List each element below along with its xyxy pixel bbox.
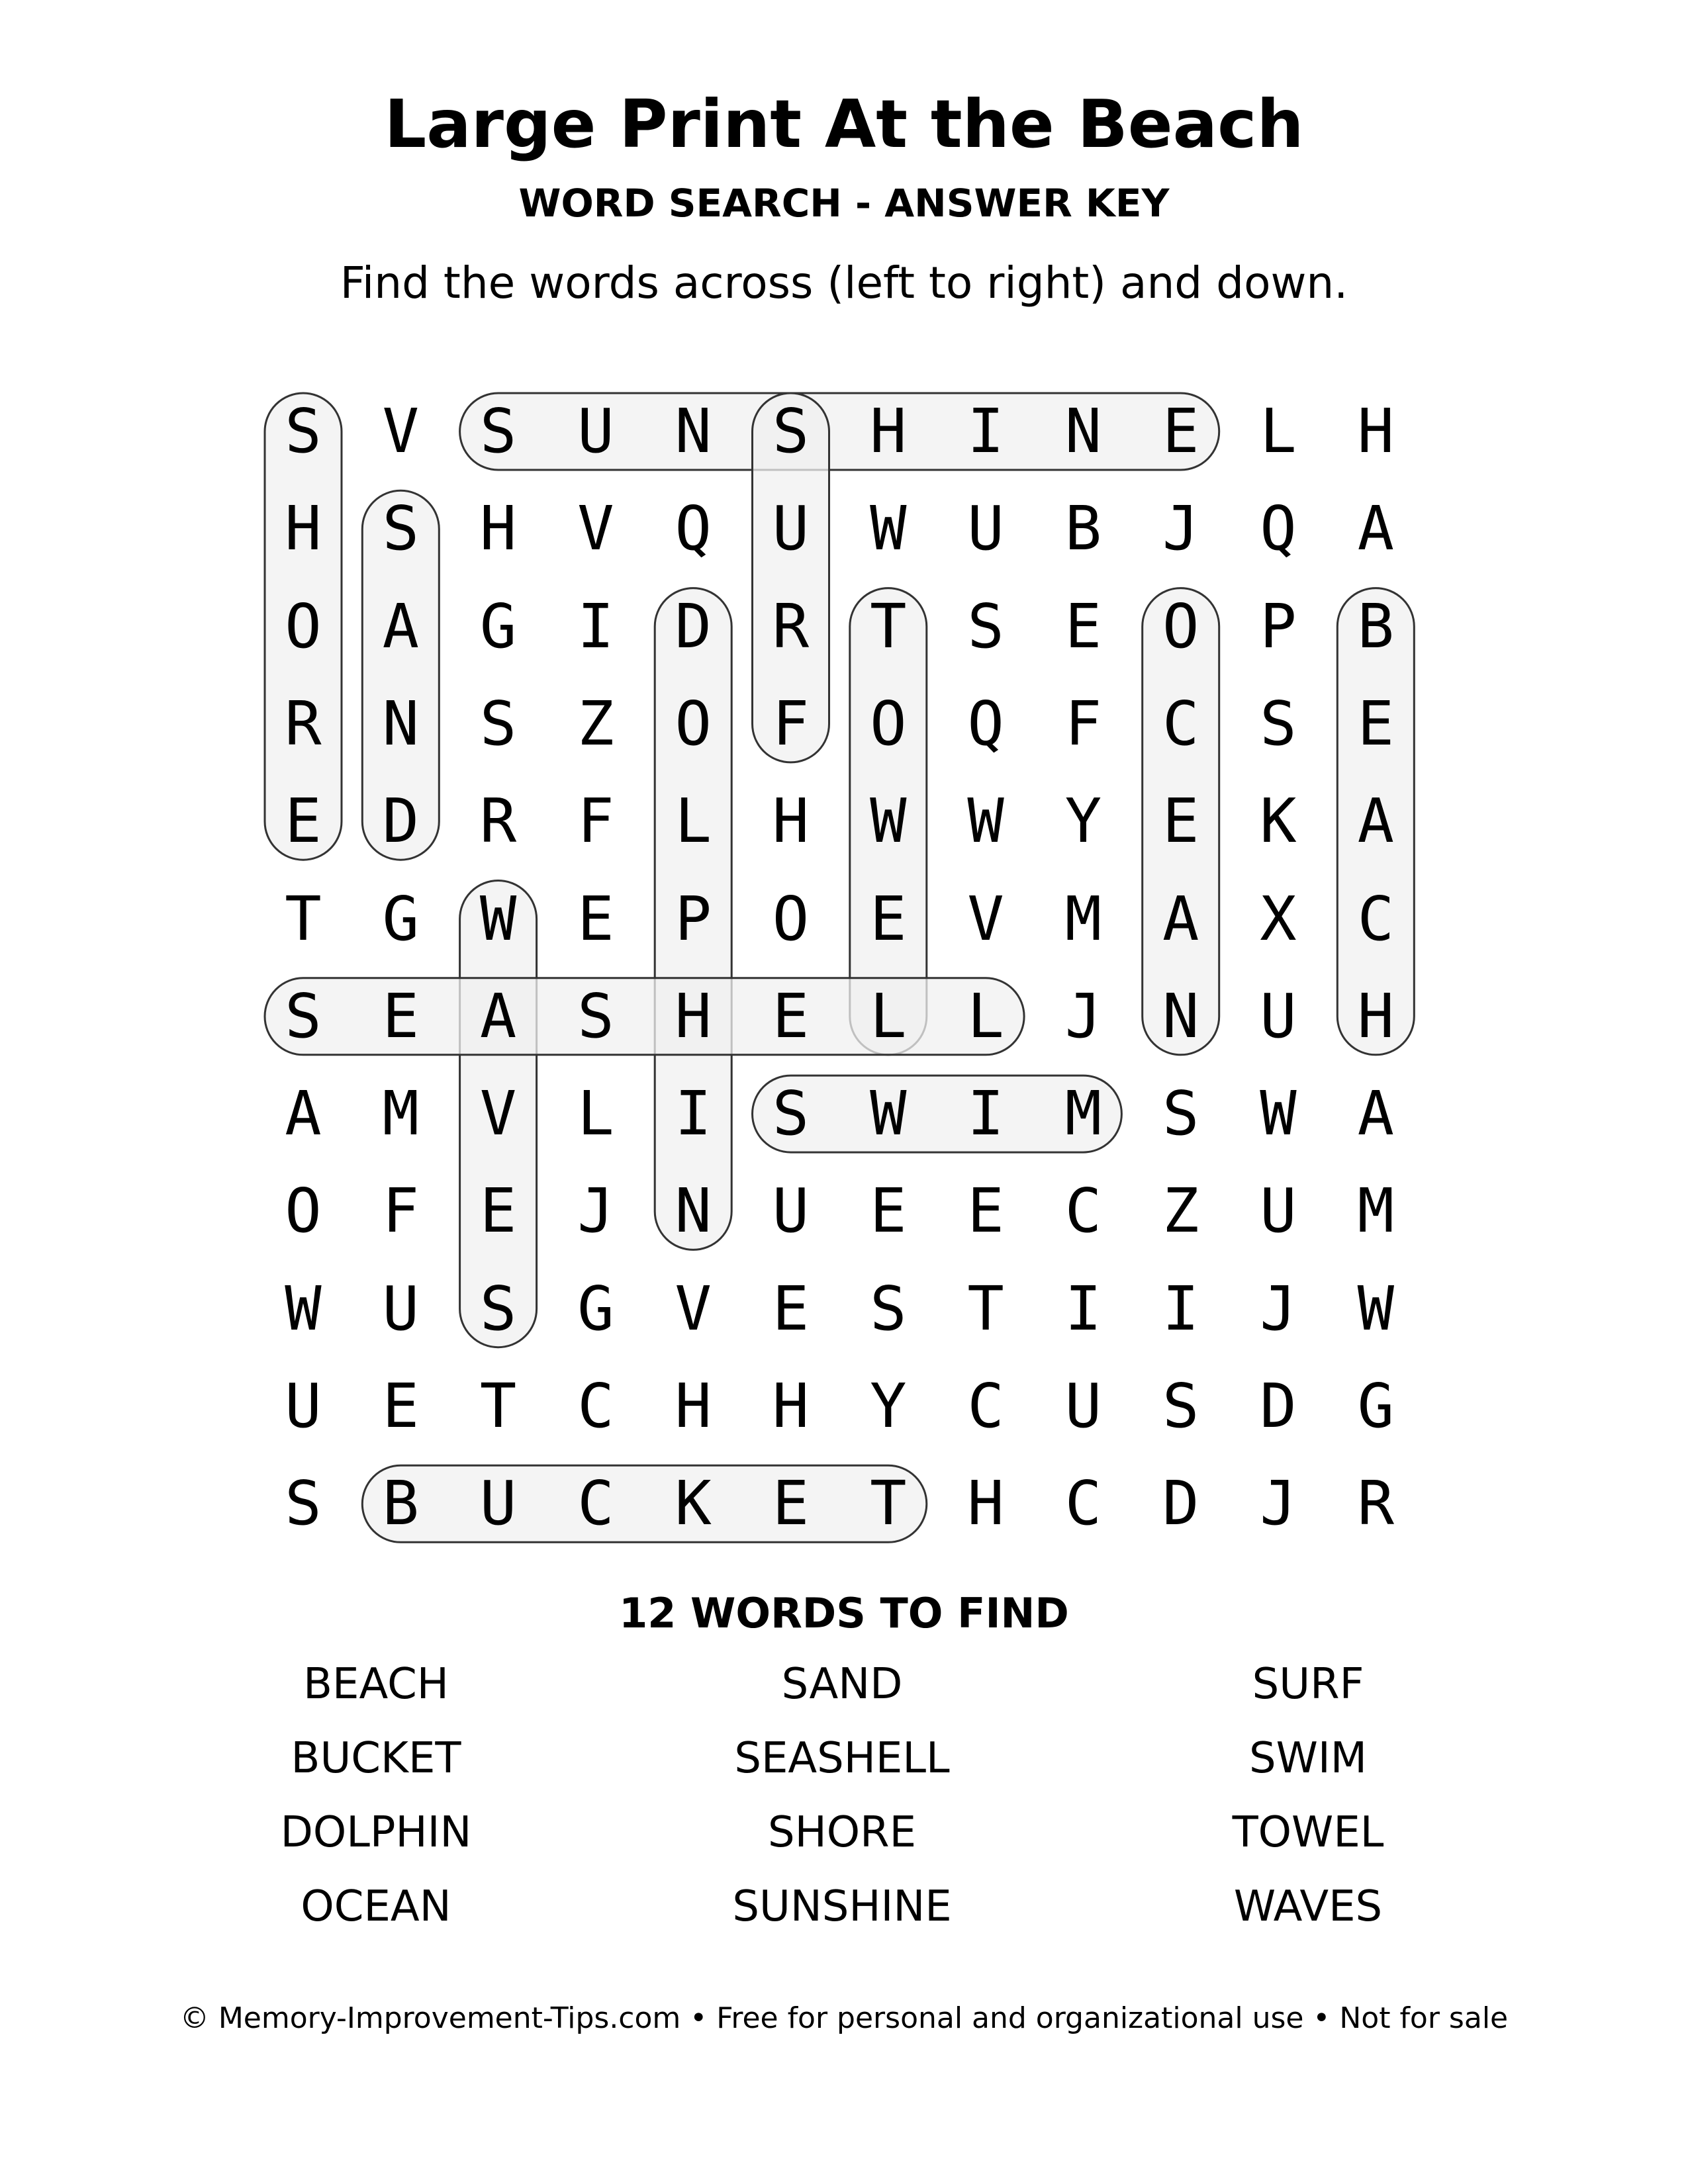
word-list-item: BEACH [303, 1660, 449, 1709]
word-list-item: SWIM [1249, 1734, 1367, 1783]
grid-letter: W [285, 1273, 322, 1344]
grid-letter: T [870, 1468, 907, 1539]
word-list-item: SUNSHINE [732, 1882, 952, 1931]
grid-letter: E [479, 1175, 517, 1247]
grid-letter: E [772, 1468, 810, 1539]
grid-letter: J [577, 1175, 614, 1247]
grid-letter: L [967, 980, 1004, 1052]
grid-letter: O [285, 1175, 322, 1247]
grid-letter: O [870, 688, 907, 759]
grid-letter: S [870, 1273, 907, 1344]
word-list-item: BUCKET [291, 1734, 461, 1783]
grid-letter: U [382, 1273, 419, 1344]
grid-letter: L [870, 980, 907, 1052]
instructions: Find the words across (left to right) and down. [340, 257, 1348, 308]
grid-letter: I [967, 396, 1004, 467]
page-subtitle: WORD SEARCH - ANSWER KEY [518, 181, 1170, 226]
grid-letter: L [577, 1078, 614, 1150]
grid-letter: B [1357, 590, 1394, 662]
grid-letter: Z [1162, 1175, 1199, 1247]
word-list-item: OCEAN [301, 1882, 451, 1931]
grid-letter: I [675, 1078, 712, 1150]
grid-letter: O [675, 688, 712, 759]
grid-letter: H [1357, 396, 1394, 467]
grid-letter: B [1064, 493, 1102, 565]
grid-letter: T [479, 1371, 517, 1441]
word-list-item: WAVES [1233, 1882, 1383, 1931]
footer: © Memory-Improvement-Tips.com • Free for personal and organizational use • Not for sale [179, 2001, 1509, 2035]
grid-letter: V [382, 396, 419, 467]
grid-letter: Q [675, 493, 712, 565]
grid-letter: S [1162, 1078, 1199, 1150]
grid-letter: N [382, 688, 419, 759]
grid-letter: F [382, 1175, 419, 1247]
grid-letter: E [967, 1175, 1004, 1247]
grid-letter: S [1260, 688, 1297, 759]
grid-letter: L [1260, 396, 1297, 467]
grid-letter: K [675, 1468, 712, 1539]
grid-letter: O [772, 883, 810, 954]
grid-letter: S [479, 1273, 517, 1344]
grid-letter: S [285, 396, 322, 467]
grid-letter: W [870, 1078, 907, 1150]
grid-letter: H [772, 1371, 810, 1441]
grid-letter: E [1162, 396, 1199, 467]
grid-letter: C [1064, 1468, 1102, 1539]
grid-letter: A [285, 1078, 322, 1150]
grid-letter: H [870, 396, 907, 467]
grid-letter: E [772, 980, 810, 1052]
grid-letter: E [870, 1175, 907, 1247]
word-list-item: SEASHELL [734, 1734, 950, 1783]
grid-letter: J [1064, 980, 1102, 1052]
grid-letter: Y [870, 1371, 907, 1441]
grid-letter: H [675, 980, 712, 1052]
grid-letter: U [772, 493, 810, 565]
grid-letter: T [967, 1273, 1004, 1344]
grid-letter: G [479, 590, 517, 662]
grid-letter: E [382, 980, 419, 1052]
grid-letter: J [1260, 1468, 1297, 1539]
grid-letter: A [1357, 493, 1394, 565]
grid-letter: Q [1260, 493, 1297, 565]
grid-letter: U [577, 396, 614, 467]
grid-letter: Q [967, 688, 1004, 759]
grid-letter: V [967, 883, 1004, 954]
grid-letter: W [870, 493, 907, 565]
grid-letter: M [1064, 883, 1102, 954]
grid-letter: R [1357, 1468, 1394, 1539]
grid-letter: H [285, 493, 322, 565]
grid-letter: J [1260, 1273, 1297, 1344]
grid-letter: N [1064, 396, 1102, 467]
grid-letter: D [382, 786, 419, 857]
grid-letter: C [577, 1468, 614, 1539]
grid-letter: N [675, 1175, 712, 1247]
grid-letter: C [967, 1371, 1004, 1441]
grid-letter: U [772, 1175, 810, 1247]
grid-letter: A [1357, 786, 1394, 857]
grid-letter: P [675, 883, 712, 954]
grid-letter: H [1357, 980, 1394, 1052]
grid-letter: H [479, 493, 517, 565]
grid-letter: H [675, 1371, 712, 1441]
grid-letter: X [1260, 883, 1297, 954]
grid-letter: Y [1064, 786, 1102, 857]
grid-letter: J [1162, 493, 1199, 565]
grid-letter: S [479, 688, 517, 759]
grid-letter: T [870, 590, 907, 662]
grid-letter: E [1357, 688, 1394, 759]
grid-letter: A [1162, 883, 1199, 954]
grid-letter: U [1064, 1371, 1102, 1441]
grid-letter: I [577, 590, 614, 662]
grid-letter: S [382, 493, 419, 565]
grid-letter: U [479, 1468, 517, 1539]
grid-letter: E [382, 1371, 419, 1441]
grid-letter: B [382, 1468, 419, 1539]
grid-letter: V [577, 493, 614, 565]
grid-letter: M [382, 1078, 419, 1150]
grid-letter: V [675, 1273, 712, 1344]
grid-letter: D [675, 590, 712, 662]
grid-letter: U [967, 493, 1004, 565]
grid-letter: C [1064, 1175, 1102, 1247]
grid-letter: S [1162, 1371, 1199, 1441]
grid-letter: E [285, 786, 322, 857]
grid-letter: S [772, 1078, 810, 1150]
grid-letter: K [1260, 786, 1297, 857]
grid-letter: C [1357, 883, 1394, 954]
grid-letter: N [675, 396, 712, 467]
grid-letter: T [285, 883, 322, 954]
grid-letter: R [479, 786, 517, 857]
page-title: Large Print At the Beach [384, 85, 1304, 163]
grid-letter: F [577, 786, 614, 857]
grid-letter: U [1260, 980, 1297, 1052]
grid-letter: S [285, 980, 322, 1052]
grid-letter: C [1162, 688, 1199, 759]
grid-letter: W [1260, 1078, 1297, 1150]
grid-letter: M [1064, 1078, 1102, 1150]
grid-letter: F [1064, 688, 1102, 759]
word-list-item: SAND [781, 1660, 903, 1709]
grid-letter: D [1162, 1468, 1199, 1539]
grid-letter: M [1357, 1175, 1394, 1247]
grid-letter: S [479, 396, 517, 467]
grid-letter: E [1162, 786, 1199, 857]
grid-letter: E [870, 883, 907, 954]
grid-letter: V [479, 1078, 517, 1150]
grid-letter: E [1064, 590, 1102, 662]
grid-letter: A [479, 980, 517, 1052]
grid-letter: O [1162, 590, 1199, 662]
grid-letter: D [1260, 1371, 1297, 1441]
word-list-title: 12 WORDS TO FIND [619, 1589, 1069, 1637]
grid-letter: O [285, 590, 322, 662]
grid-letter: I [1162, 1273, 1199, 1344]
word-list-item: DOLPHIN [280, 1808, 472, 1857]
grid-letter: G [577, 1273, 614, 1344]
grid-letter: W [479, 883, 517, 954]
grid-letter: Z [577, 688, 614, 759]
grid-letter: I [1064, 1273, 1102, 1344]
grid-letter: S [577, 980, 614, 1052]
word-list-item: TOWEL [1232, 1808, 1384, 1857]
grid-letter: E [772, 1273, 810, 1344]
grid-letter: G [1357, 1371, 1394, 1441]
grid-letter: W [967, 786, 1004, 857]
grid-letter: G [382, 883, 419, 954]
grid-letter: R [772, 590, 810, 662]
grid-letter: R [285, 688, 322, 759]
grid-letter: S [967, 590, 1004, 662]
grid-letter: H [772, 786, 810, 857]
grid-letter: S [285, 1468, 322, 1539]
grid-letter: S [772, 396, 810, 467]
word-list-item: SURF [1252, 1660, 1364, 1709]
grid-letter: I [967, 1078, 1004, 1150]
grid-letter: N [1162, 980, 1199, 1052]
grid-letter: H [967, 1468, 1004, 1539]
grid-letter: U [285, 1371, 322, 1441]
grid-letter: E [577, 883, 614, 954]
grid-letter: C [577, 1371, 614, 1441]
grid-letter: P [1260, 590, 1297, 662]
grid-letter: A [382, 590, 419, 662]
grid-letter: F [772, 688, 810, 759]
word-list-item: SHORE [767, 1808, 917, 1857]
grid-letter: L [675, 786, 712, 857]
grid-letter: W [1357, 1273, 1394, 1344]
grid-letter: U [1260, 1175, 1297, 1247]
grid-letter: A [1357, 1078, 1394, 1150]
grid-letter: W [870, 786, 907, 857]
